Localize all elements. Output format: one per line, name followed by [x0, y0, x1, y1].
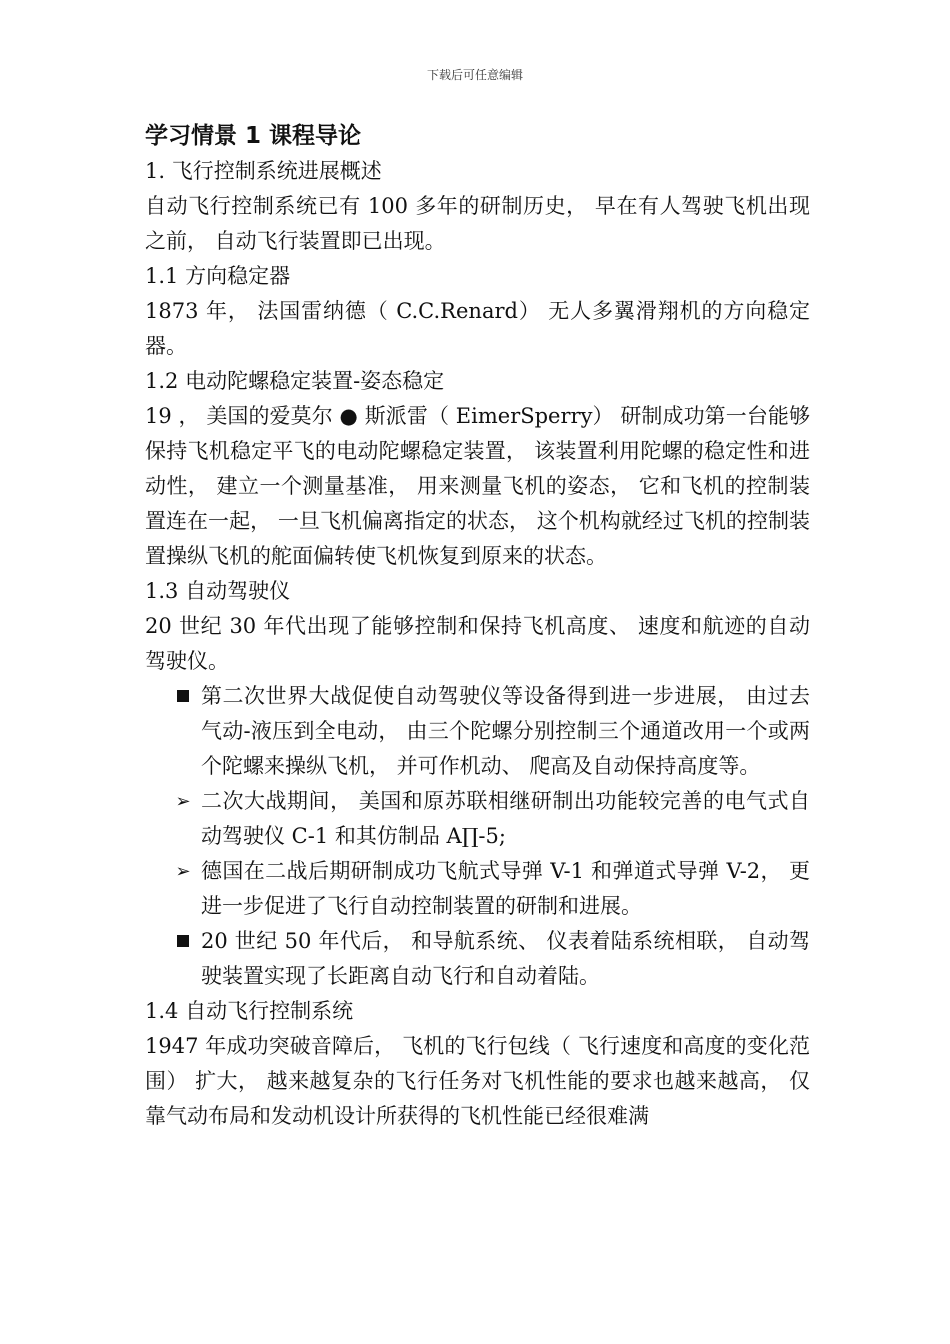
document-body: [145, 118, 810, 1134]
list-item: [145, 784, 810, 854]
section-paragraph: 1873 年， 法国雷纳德（ C.C.Renard） 无人多翼滑翔机的方向稳定器。: [145, 299, 810, 358]
document-title: 学习情景 1 课程导论: [145, 123, 362, 149]
section-overview: [145, 154, 810, 259]
section-paragraph: 自动飞行控制系统已有 100 多年的研制历史， 早在有人驾驶飞机出现之前， 自动飞行装置即已出现。: [145, 194, 810, 253]
section-afcs: [145, 994, 810, 1134]
square-bullet-icon: [173, 679, 193, 714]
arrow-bullet-icon: ➢: [175, 791, 191, 812]
bullet-list: [145, 679, 810, 994]
list-item-text: 德国在二战后期研制成功飞航式导弹 V-1 和弹道式导弹 V-2， 更进一步促进了飞行自动控制装置的研制和进展。: [201, 859, 810, 918]
list-item: [145, 924, 810, 994]
arrow-bullet-icon: ➢: [175, 861, 191, 882]
list-item-text: 第二次世界大战促使自动驾驶仪等设备得到进一步进展， 由过去气动-液压到全电动， 由三个陀螺分别控制三个通道改用一个或两个陀螺来操纵飞机， 并可作机动、 爬高及自动保持高度等。: [201, 684, 810, 778]
section-heading: 1.4 自动飞行控制系统: [145, 999, 354, 1023]
section-paragraph: 1947 年成功突破音障后， 飞机的飞行包线（ 飞行速度和高度的变化范围） 扩大， 越来越复杂的飞行任务对飞机性能的要求也越来越高， 仅靠气动布局和发动机设计所获得的飞机性能已经很难满: [145, 1034, 810, 1128]
list-item: [145, 679, 810, 784]
section-paragraph: 19 ， 美国的爱莫尔 ● 斯派雷（ EimerSperry） 研制成功第一台能够保持飞机稳定平飞的电动陀螺稳定装置， 该装置利用陀螺的稳定性和进动性， 建立一个测量基准， 用来测量飞机的姿态， 它和飞机的控制装置连在一起， 一旦飞机偏离指定的状态， 这个机构就经过飞机的控制装置操纵飞机的舵面偏转使飞机恢复到原来的状态。: [145, 404, 810, 568]
list-item-text: 20 世纪 50 年代后， 和导航系统、 仪表着陆系统相联， 自动驾驶装置实现了长距离自动飞行和自动着陆。: [201, 929, 810, 988]
section-heading: 1.3 自动驾驶仪: [145, 579, 291, 603]
list-item: [145, 854, 810, 924]
section-paragraph: 20 世纪 30 年代出现了能够控制和保持飞机高度、 速度和航迹的自动驾驶仪。: [145, 614, 810, 673]
square-bullet-icon: [173, 924, 193, 959]
list-item-text: 二次大战期间， 美国和原苏联相继研制出功能较完善的电气式自动驾驶仪 C-1 和其仿制品 A∏-5;: [201, 789, 810, 848]
section-heading: 1.1 方向稳定器: [145, 264, 291, 288]
section-heading: 1. 飞行控制系统进展概述: [145, 159, 382, 183]
section-direction-stabilizer: [145, 259, 810, 364]
section-autopilot: [145, 574, 810, 679]
page-header: 下载后可任意编辑: [426, 68, 523, 82]
section-heading: 1.2 电动陀螺稳定装置-姿态稳定: [145, 369, 445, 393]
section-gyro-stabilizer: [145, 364, 810, 574]
